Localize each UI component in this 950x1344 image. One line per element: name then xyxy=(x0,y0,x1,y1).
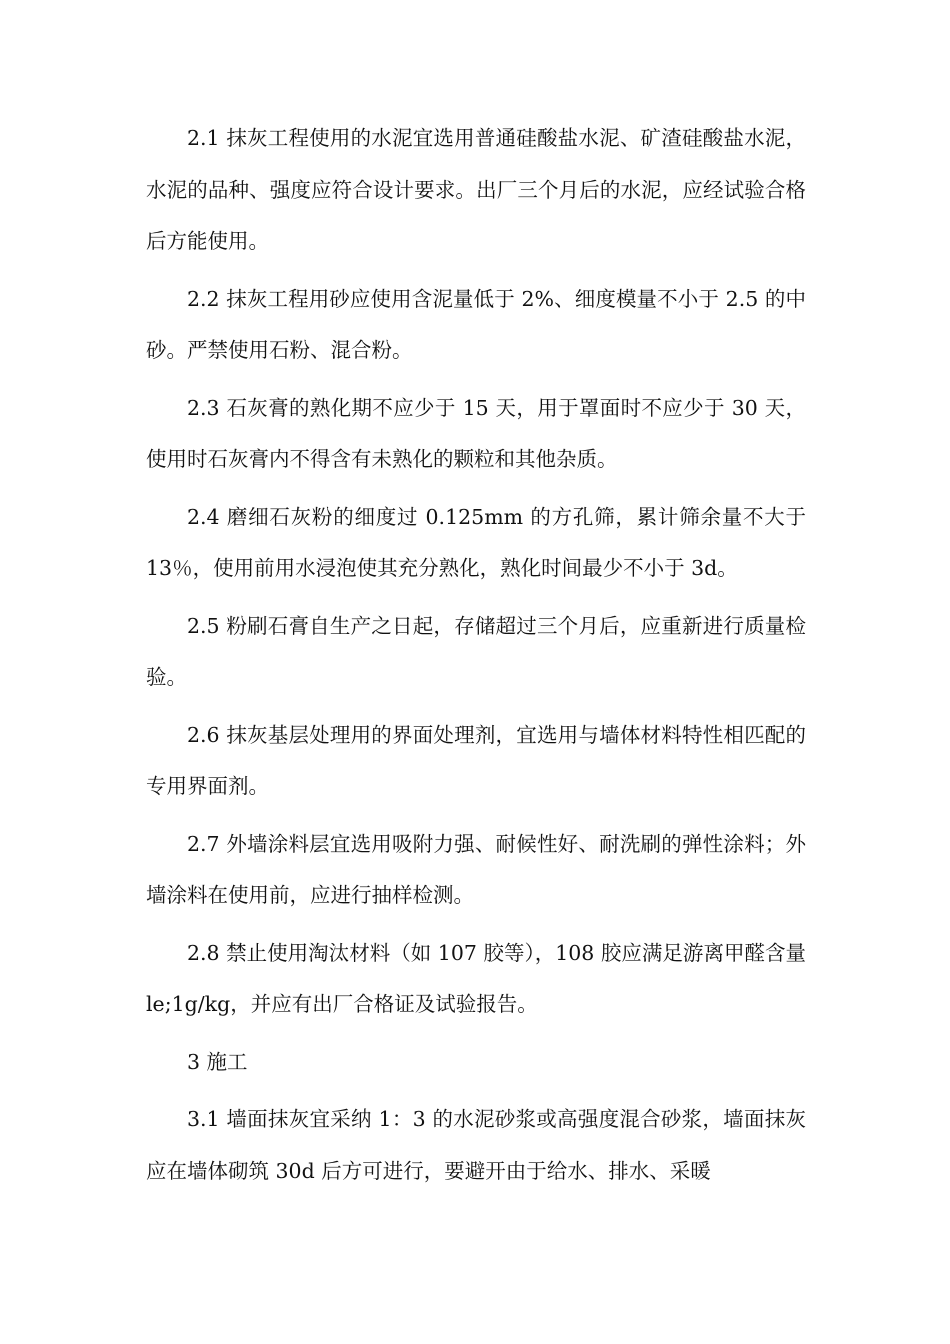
paragraph-2-2: 2.2 抹灰工程用砂应使用含泥量低于 2%、细度模量不小于 2.5 的中砂。严禁使用石粉、混合粉。 xyxy=(146,286,806,362)
document-body xyxy=(146,113,806,1203)
paragraph-3-1: 3.1 墙面抹灰宜采纳 1：3 的水泥砂浆或高强度混合砂浆，墙面抹灰应在墙体砌筑 30d 后方可进行，要避开由于给水、排水、采暖 xyxy=(146,1107,806,1183)
paragraph-2-8: 2.8 禁止使用淘汰材料（如 107 胶等），108 胶应满足游离甲醛含量 le;1g/kg，并应有出厂合格证及试验报告。 xyxy=(146,940,806,1016)
section-heading-3: 3 施工 xyxy=(187,1049,248,1074)
paragraph-2-4: 2.4 磨细石灰粉的细度过 0.125mm 的方孔筛，累计筛余量不大于 13％，使用前用水浸泡使其充分熟化，熟化时间最少不小于 3d。 xyxy=(146,504,806,580)
paragraph-2-7: 2.7 外墙涂料层宜选用吸附力强、耐候性好、耐洗刷的弹性涂料；外墙涂料在使用前，应进行抽样检测。 xyxy=(146,831,806,907)
paragraph-2-1: 2.1 抹灰工程使用的水泥宜选用普通硅酸盐水泥、矿渣硅酸盐水泥，水泥的品种、强度应符合设计要求。出厂三个月后的水泥，应经试验合格后方能使用。 xyxy=(146,126,806,253)
paragraph-2-3: 2.3 石灰膏的熟化期不应少于 15 天，用于罩面时不应少于 30 天，使用时石灰膏内不得含有未熟化的颗粒和其他杂质。 xyxy=(146,395,806,471)
paragraph-2-5: 2.5 粉刷石膏自生产之日起，存储超过三个月后，应重新进行质量检验。 xyxy=(146,613,806,689)
paragraph-2-6: 2.6 抹灰基层处理用的界面处理剂，宜选用与墙体材料特性相匹配的专用界面剂。 xyxy=(146,722,806,798)
